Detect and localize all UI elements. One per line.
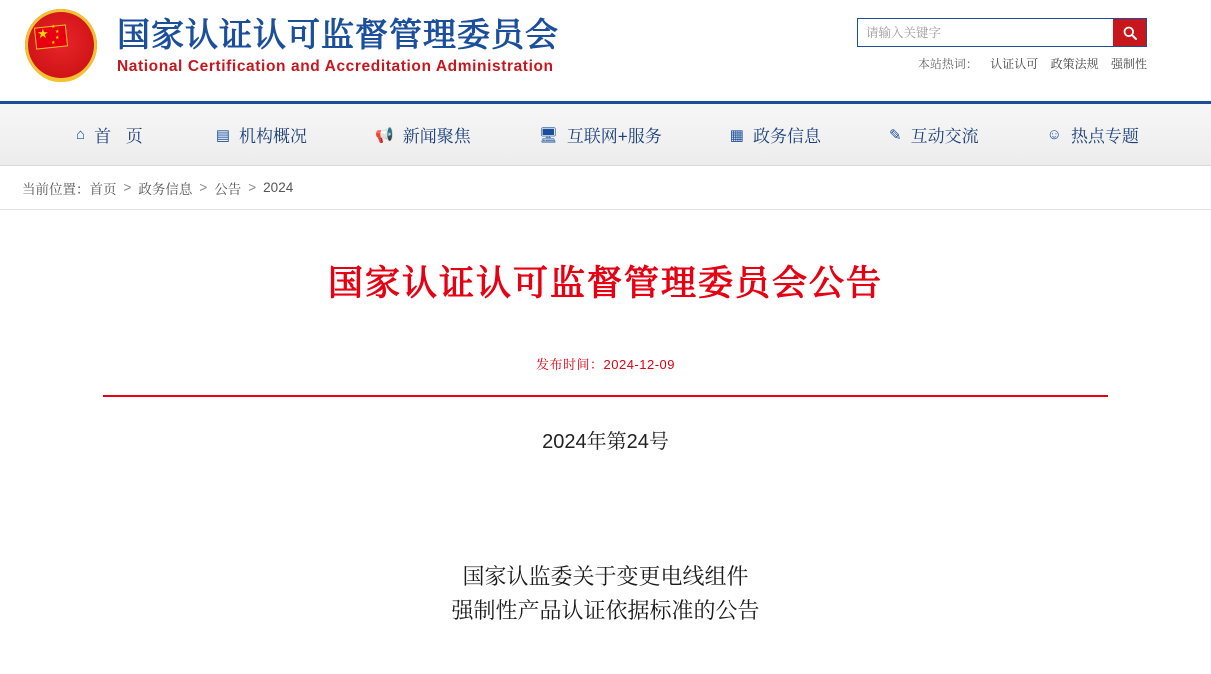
title-divider bbox=[103, 395, 1108, 397]
document-subject bbox=[0, 560, 1211, 628]
nav-item-organization-label: 机构概况 bbox=[239, 127, 308, 146]
nav-item-home[interactable] bbox=[76, 122, 148, 147]
publish-time bbox=[0, 354, 1211, 373]
breadcrumb-item-2[interactable]: 政务信息 bbox=[138, 181, 193, 197]
nav-item-hot-topics[interactable] bbox=[1047, 122, 1139, 147]
document-number: 2024年第24号 bbox=[542, 430, 669, 453]
nav-item-hot-topics-label: 热点专题 bbox=[1070, 127, 1139, 146]
hotword-link-2[interactable]: 政策法规 bbox=[1050, 57, 1099, 71]
breadcrumb-label: 当前位置： bbox=[22, 181, 90, 197]
nav-item-news-label: 新闻聚焦 bbox=[402, 127, 471, 146]
chat-icon: ☺ bbox=[1046, 126, 1062, 143]
site-title-block bbox=[117, 14, 559, 75]
hotword-link-1[interactable]: 认证认可 bbox=[990, 57, 1039, 71]
breadcrumb bbox=[0, 166, 1211, 210]
search-area bbox=[857, 18, 1147, 72]
breadcrumb-item-4[interactable]: 2024 bbox=[263, 180, 294, 195]
nav-item-government-info[interactable] bbox=[730, 122, 821, 147]
main-navigation bbox=[0, 104, 1211, 166]
hotwords-label: 本站热词： bbox=[917, 57, 978, 71]
breadcrumb-item-1[interactable]: 首页 bbox=[89, 181, 117, 197]
home-icon: ⌂ bbox=[76, 126, 86, 143]
search-button[interactable] bbox=[1113, 19, 1146, 46]
nav-item-internet-service[interactable] bbox=[539, 122, 662, 147]
site-title-en: National Certification and Accreditation Administration bbox=[117, 57, 554, 75]
nav-item-interaction[interactable] bbox=[889, 122, 979, 147]
nav-item-interaction-label: 互动交流 bbox=[910, 127, 979, 146]
nav-item-government-info-label: 政务信息 bbox=[752, 127, 821, 146]
nav-item-organization[interactable] bbox=[216, 122, 307, 147]
document-icon: ▤ bbox=[215, 126, 231, 144]
nav-item-home-label: 首 页 bbox=[94, 127, 148, 146]
document-subject-line-1: 国家认监委关于变更电线组件 bbox=[462, 563, 749, 589]
nav-item-news[interactable] bbox=[375, 122, 471, 147]
publish-time-label: 发布时间： bbox=[535, 356, 604, 372]
hotword-link-3[interactable]: 强制性 bbox=[1110, 57, 1147, 71]
site-header bbox=[0, 0, 1211, 104]
breadcrumb-separator-1: > bbox=[123, 180, 132, 195]
breadcrumb-separator-3: > bbox=[248, 180, 257, 195]
search-box bbox=[857, 18, 1147, 47]
article-body bbox=[0, 210, 1211, 628]
search-input[interactable] bbox=[858, 19, 1113, 46]
monitor-icon: 🖥 bbox=[538, 126, 558, 144]
breadcrumb-separator-2: > bbox=[199, 180, 208, 195]
nav-item-internet-service-label: 互联网+服务 bbox=[566, 127, 662, 146]
search-icon bbox=[1122, 25, 1138, 41]
page-title: 国家认证认可监督管理委员会公告 bbox=[327, 264, 883, 303]
edit-icon: ✎ bbox=[889, 126, 902, 144]
publish-time-value: 2024-12-09 bbox=[603, 356, 675, 372]
folder-icon: ▦ bbox=[729, 126, 744, 144]
hotwords-bar bbox=[857, 55, 1147, 72]
megaphone-icon: 📢 bbox=[375, 126, 394, 144]
document-subject-line-2: 强制性产品认证依据标准的公告 bbox=[451, 597, 760, 623]
national-emblem-icon: ★ ★ ★ ★ ★ bbox=[22, 6, 100, 84]
site-title-cn: 国家认证认可监督管理委员会 bbox=[117, 16, 559, 54]
site-logo[interactable] bbox=[22, 6, 559, 84]
breadcrumb-item-3[interactable]: 公告 bbox=[214, 181, 242, 197]
